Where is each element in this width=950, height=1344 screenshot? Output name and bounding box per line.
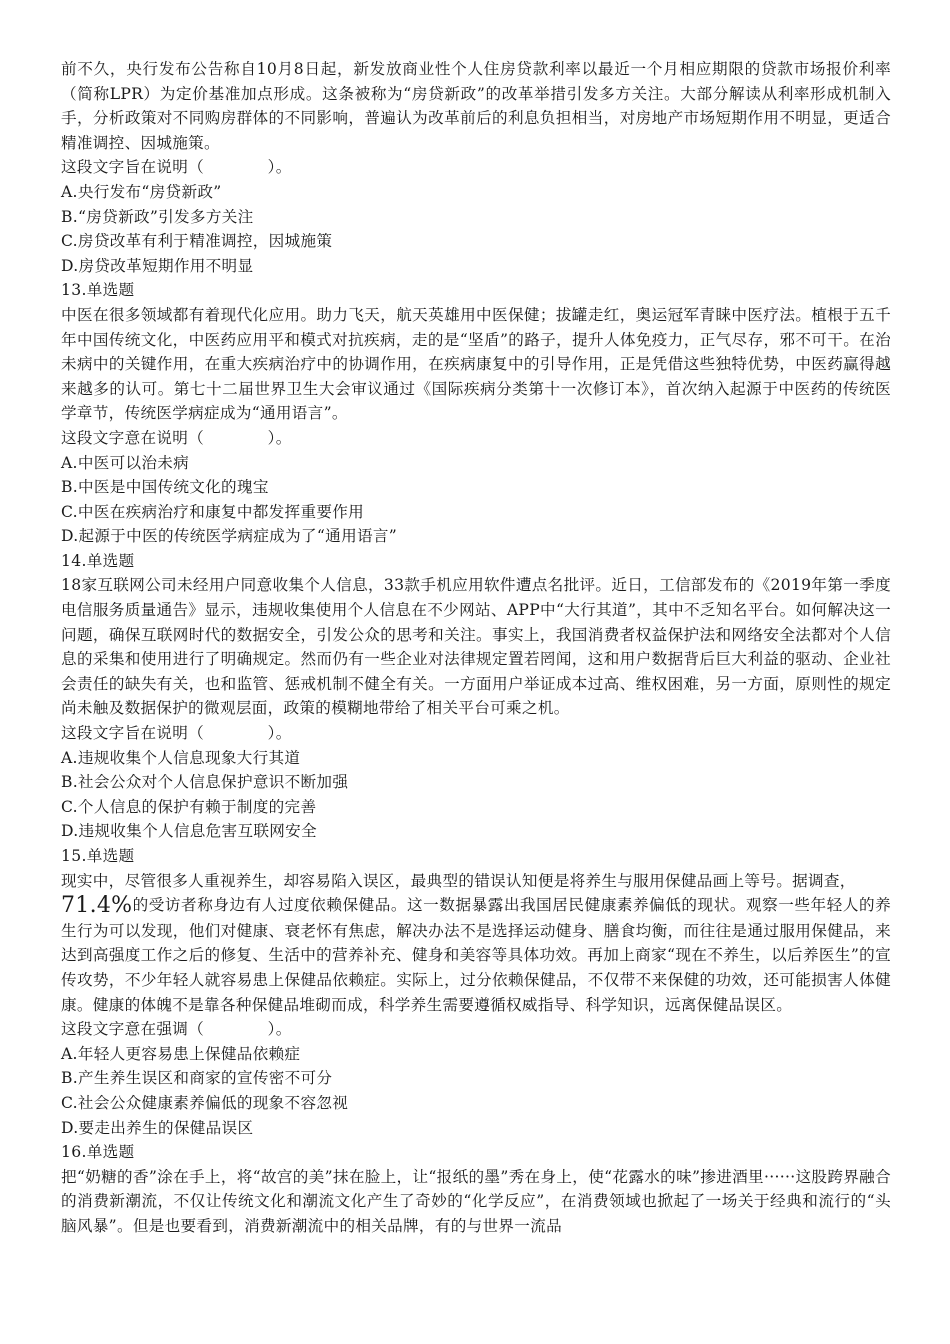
option-13-b: B.中医是中国传统文化的瑰宝 — [61, 478, 269, 497]
passage-15-body — [61, 893, 891, 1017]
option-14-c: C.个人信息的保护有赖于制度的完善 — [61, 797, 317, 816]
option-12-b: B.“房贷新政”引发多方关注 — [61, 207, 254, 226]
passage-12: 前不久，央行发布公告称自10月8日起，新发放商业性个人住房贷款利率以最近一个月相应期限的贷款市场报价利率（简称LPR）为定价基准加点形成。这条被称为“房贷新政”的改革举措引发多方关注。大部分解读从利率形成机制入手，分析政策对不同购房群体的不同影响，普遍认为改革前后的利息负担相当，对房地产市场短期作用不明显，更适合精准调控、因城施策。 — [61, 60, 891, 152]
question-header-16: 16.单选题 — [61, 1143, 135, 1162]
passage-15-text: 的受访者称身边有人过度依赖保健品。这一数据暴露出我国居民健康素养偏低的现状。观察一些年轻人的养生行为可以发现，他们对健康、衰老怀有焦虑，解决办法不是选择运动健身、膳食均衡，而往往是通过服用保健品，来达到高强度工作之后的修复、生活中的营养补充、健身和美容等具体功效。再加上商家“现在不养生，以后养医生”的宣传攻势，不少年轻人就容易患上保健品依赖症。实际上，过分依赖保健品，不仅带不来保健的功效，还可能损害人体健康。健康的体魄不是靠各种保健品堆砌而成，科学养生需要遵循权威指导、科学知识，远离保健品误区。 — [61, 896, 891, 1014]
option-14-b: B.社会公众对个人信息保护意识不断加强 — [61, 773, 349, 792]
question-header-14: 14.单选题 — [61, 551, 135, 570]
question-stem-13: 这段文字意在说明（ ）。 — [61, 428, 292, 447]
question-stem-15: 这段文字意在强调（ ）。 — [61, 1020, 292, 1039]
passage-14: 18家互联网公司未经用户同意收集个人信息，33款手机应用软件遭点名批评。近日，工信部发布的《2019年第一季度电信服务质量通告》显示，违规收集使用个人信息在不少网站、APP中“大行其道”，其中不乏知名平台。如何解决这一问题，确保互联网时代的数据安全，引发公众的思考和关注。事实上，我国消费者权益保护法和网络安全法都对个人信息的采集和使用进行了明确规定。然而仍有一些企业对法律规定置若罔闻，这和用户数据背后巨大利益的驱动、企业社会责任的缺失有关，也和监管、惩戒机制不健全有关。一方面用户举证成本过高、维权困难，另一方面，原则性的规定尚未触及数据保护的微观层面，政策的模糊地带给了相关平台可乘之机。 — [61, 576, 891, 718]
option-13-d: D.起源于中医的传统医学病症成为了“通用语言” — [61, 527, 398, 546]
option-15-c: C.社会公众健康素养偏低的现象不容忽视 — [61, 1093, 349, 1112]
option-15-b: B.产生养生误区和商家的宣传密不可分 — [61, 1069, 333, 1088]
question-header-13: 13.单选题 — [61, 281, 135, 300]
passage-16: 把“奶糖的香”涂在手上，将“故宫的美”抹在脸上，让“报纸的墨”秀在身上，使“花露水的味”掺进酒里······这股跨界融合的消费新潮流，不仅让传统文化和潮流文化产生了奇妙的“化学反应”，在消费领域也掀起了一场关于经典和流行的“头脑风暴”。但是也要看到，消费新潮流中的相关品牌，有的与世界一流品 — [61, 1167, 891, 1235]
passage-15-intro: 现实中，尽管很多人重视养生，却容易陷入误区，最典型的错误认知便是将养生与服用保健品画上等号。据调查， — [61, 871, 856, 890]
option-15-a: A.年轻人更容易患上保健品依赖症 — [61, 1044, 301, 1063]
document-page — [61, 57, 891, 1239]
option-14-d: D.违规收集个人信息危害互联网安全 — [61, 822, 317, 841]
option-13-a: A.中医可以治未病 — [61, 453, 190, 472]
option-12-a: A.央行发布“房贷新政” — [61, 182, 222, 201]
option-12-c: C.房贷改革有利于精准调控，因城施策 — [61, 232, 333, 251]
question-stem-14: 这段文字旨在说明（ ）。 — [61, 724, 292, 743]
option-14-a: A.违规收集个人信息现象大行其道 — [61, 748, 301, 767]
statistic-value: 71.4% — [61, 893, 133, 919]
passage-13: 中医在很多领域都有着现代化应用。助力飞天，航天英雄用中医保健；拔罐走红，奥运冠军青睐中医疗法。植根于五千年中国传统文化，中医药应用平和模式对抗疾病，走的是“坚盾”的路子，提升人体免疫力，正气尽存，邪不可干。在治未病中的关键作用，在重大疾病治疗中的协调作用，在疾病康复中的引导作用，正是凭借这些独特优势，中医药赢得越来越多的认可。第七十二届世界卫生大会审议通过《国际疾病分类第十一次修订本》，首次纳入起源于中医药的传统医学章节，传统医学病症成为“通用语言”。 — [61, 305, 891, 423]
question-stem-12: 这段文字旨在说明（ ）。 — [61, 158, 292, 177]
option-12-d: D.房贷改革短期作用不明显 — [61, 256, 254, 275]
option-13-c: C.中医在疾病治疗和康复中都发挥重要作用 — [61, 502, 365, 521]
question-header-15: 15.单选题 — [61, 847, 135, 865]
option-15-d: D.要走出养生的保健品误区 — [61, 1118, 254, 1137]
